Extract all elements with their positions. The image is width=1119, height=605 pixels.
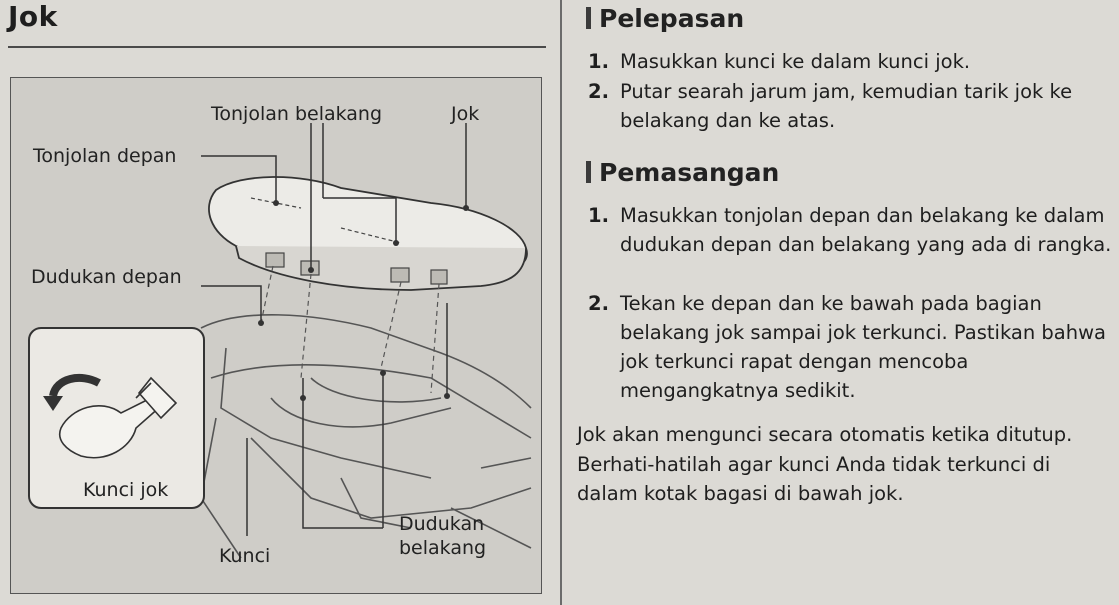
guide-line bbox=[431, 284, 439, 393]
heading-bar-icon bbox=[586, 161, 591, 183]
storage-outline bbox=[271, 398, 451, 427]
frame-line bbox=[221, 348, 431, 478]
front-tab bbox=[266, 253, 284, 267]
step-text: Masukkan kunci ke dalam kunci jok. bbox=[620, 50, 971, 73]
callout-dot bbox=[258, 320, 264, 326]
callout-dot bbox=[463, 205, 469, 211]
rear-tab bbox=[391, 268, 409, 282]
note-key-warning: Berhati-hatilah agar kunci Anda tidak terkunci di dalam kotak bagasi di bawah jok. bbox=[577, 453, 1051, 505]
column-divider bbox=[560, 0, 562, 605]
rear-tab bbox=[431, 270, 447, 284]
step-text: Masukkan tonjolan depan dan belakang ke dalam dudukan depan dan belakang yang ada di rangka. bbox=[620, 204, 1112, 256]
frame-line bbox=[211, 365, 531, 438]
step-text: Putar searah jarum jam, kemudian tarik jok ke belakang dan ke atas. bbox=[620, 80, 1073, 132]
label-tonjolan-depan: Tonjolan depan bbox=[33, 145, 177, 167]
note-auto-lock: Jok akan mengunci secara otomatis ketika ditutup. bbox=[577, 423, 1073, 446]
callout-dot bbox=[273, 200, 279, 206]
label-dudukan-belakang: Dudukan bbox=[399, 513, 485, 535]
guide-line bbox=[301, 274, 311, 378]
guide-line bbox=[381, 282, 401, 368]
step-number: 2. bbox=[588, 80, 609, 103]
callout-dot bbox=[308, 267, 314, 273]
frame-line bbox=[201, 315, 531, 408]
section-heading-pemasangan bbox=[586, 158, 779, 187]
label-kunci-jok: Kunci jok bbox=[83, 479, 169, 501]
seat-illustration bbox=[11, 78, 541, 593]
label-jok: Jok bbox=[451, 103, 480, 125]
label-kunci: Kunci bbox=[219, 545, 271, 567]
page-title: Jok bbox=[8, 0, 58, 33]
callout-dot bbox=[380, 370, 386, 376]
label-dudukan-depan: Dudukan depan bbox=[31, 266, 182, 288]
step-number: 2. bbox=[588, 292, 609, 315]
section-heading-pelepasan bbox=[586, 4, 744, 33]
leader-dudukan-depan bbox=[201, 286, 261, 323]
storage-outline bbox=[311, 378, 441, 402]
section-heading-text: Pemasangan bbox=[599, 158, 780, 187]
seat-diagram bbox=[10, 77, 542, 594]
callout-dot bbox=[393, 240, 399, 246]
heading-bar-icon bbox=[586, 7, 591, 29]
callout-dot bbox=[444, 393, 450, 399]
callout-dot bbox=[300, 395, 306, 401]
label-dudukan-belakang: belakang bbox=[399, 537, 487, 559]
step-number: 1. bbox=[588, 204, 609, 227]
step-number: 1. bbox=[588, 50, 609, 73]
frame-line bbox=[251, 438, 531, 518]
section-heading-text: Pelepasan bbox=[599, 4, 745, 33]
title-divider bbox=[8, 46, 546, 48]
frame-line bbox=[201, 418, 241, 558]
label-tonjolan-belakang: Tonjolan belakang bbox=[211, 103, 383, 125]
step-text: Tekan ke depan dan ke bawah pada bagian belakang jok sampai jok terkunci. Pastikan bahwa jok terkunci rapat dengan mencoba mengangkatnya sedikit. bbox=[620, 292, 1107, 402]
